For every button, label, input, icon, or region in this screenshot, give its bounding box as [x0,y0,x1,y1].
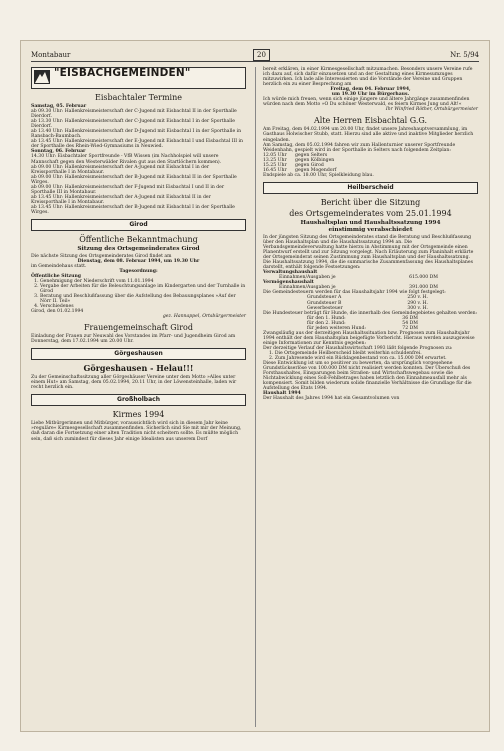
bericht-title-line2: des Ortsgemeinderates vom 25.01.1994 [289,208,452,218]
schedule-opponent: gegen Kölbingen [295,157,335,163]
kirmes-continued: bereit erklären, in einer Kirmesgesellschaft mitzumachen. Besonders unsere Vereine rufe ich dazu auf, sich dafür einzusetzen und an der Gestaltung eines Kirmesumzuges mitzuwirken. Ich lade alle Interessierten und die Vorstände der Vereine und Gruppen herzlich ein zu einer Besprechung am [263,67,473,88]
right-column [263,67,478,401]
bericht-title: Bericht über die Sitzung [320,197,421,207]
meeting-line: Freitag, dem 04. Februar 1994, [330,87,411,93]
goergeshausen-text: Zu der Gemeinschaftssitzung aller Görgeshäuser Vereine unter dem Motto »Alles unter einem Hut« am Samstag, dem 05.02.1994, 20.11 Uhr, in der Löwensteinhalle, laden wir recht herzlich ein. [31,375,237,391]
column-divider [255,67,256,727]
kirmes-outro: Ich würde mich freuen, wenn sich einige jüngere und ältere Jahrgänge zusammenfinden würden nach dem Motto »O Du schöner Westerwald, es feiern Kirmes Jung und Alt!« [263,97,470,108]
termine-title: Eisbachtaler Termine [95,93,182,102]
frauen-title: Frauengemeinschaft Girod [83,323,193,333]
goergeshausen-title: Görgeshausen - Helau!!! [83,363,194,374]
tax-label: Grundsteuer B [307,300,342,306]
bericht-subtitle-line2: einstimmig verabschiedet [328,227,413,234]
dog-tax-value: 54 DM [402,320,418,326]
mountain-logo-icon [34,70,50,84]
tax-label: Grundsteuer A [307,295,342,301]
agenda-item: 3. Beratung und Beschlußfassung über die Aufstellung des Bebauungsplanes »Auf der Nörr II. Teil« [40,294,246,304]
budget-label: Einnahmen/Ausgaben je [279,285,336,291]
haushalt-1994-heading: Haushalt 1994 [263,391,301,397]
event-line: ab 09.00 Uhr: Hallenkreismeisterschaft der F-Jugend mit Eisbachtal I und II in der Sporthalle III in Montabaur. [31,184,225,195]
prognose-text: Zwangsläufig aus der derzeitigen Haushaltssituation bzw. Prognosen zum Haushaltsjahr 1994 enthält der dem Haushaltsplan beigefügte Vorbericht. Hieraus werden auszugsweise einige Informationen zur Kenntnis gegeben: [263,330,475,346]
left-column [31,67,246,442]
tax-value: 300 v. H. [407,305,428,311]
agenda-heading: Tagesordnung: [119,268,158,274]
heilberscheid-section-header: Heilberscheid [263,182,478,194]
agenda-list [31,279,246,309]
grossholbach-section-header: Großholbach [31,394,246,406]
verwaltungshaushalt-heading: Verwaltungshaushalt [263,270,318,276]
budget-label: Einnahmen/Ausgaben je [279,275,336,281]
agenda-item: 1. Genehmigung der Niederschrift vom 11.01.1994 [40,279,246,284]
prognose-item: 2. Zum Jahresende wird ein Rücklagenbestand von ca. 15.000 DM erwartet. [269,356,447,362]
vermoegenshaushalt-heading: Vermögenshaushalt [263,280,314,286]
agenda-item: 2. Vergabe der Arbeiten für die Beleuchtungsanlage im Kindergarten und der Turnhalle in Girod [40,284,246,294]
kirmes-text: Liebe Mitbürgerinnen und Mitbürger, voraussichtlich wird sich in diesem Jahr keine »reguläre« Kirmesgesellschaft zusammenfinden. Sicherlich sind Sie mit mir der Meinung, daß daran die Fortsetzung einer alten Tradition nicht scheitern sollte. Es müßte möglich sein, daß sich zumindest für dieses Jahr einige Idealisten aus unserem Dorf [31,421,242,442]
frauen-text: Einladung der Frauen zur Neuwahl des Vorstandes im Pfarr- und Jugendheim Girod am Donnerstag, dem 17.02.1994 um 20.00 Uhr. [31,334,236,345]
dog-tax-value: 72 DM [402,325,418,331]
bekanntmachung-text: Die nächste Sitzung des Ortsgemeinderates Girod findet am [31,253,172,259]
dog-tax-label: für den 1. Hund: [307,315,346,321]
dog-tax-label: für jeden weiteren Hund: [307,325,366,331]
banner-title: "EISBACHGEMEINDEN" [54,67,191,79]
schedule-time: 16.45 Uhr [263,167,287,173]
alte-herren-text: Am Samstag, dem 05.02.1994 fahren wir zum Hallenturnier unserer Sportfreunde Weidenhahn, gespielt wird in der Sporthalle in Selters nach folgendem Zeitplan: [263,142,456,153]
header-town: Montabaur [31,51,71,59]
samstag-heading: Samstag, 05. Februar [31,104,87,109]
schedule-time: 13.25 Uhr [263,157,287,163]
steuer-intro: Die Gemeindesteuern werden für das Haushaltsjahr 1994 wie folgt festgelegt: [263,290,446,296]
tax-label: Gewerbesteuer [307,305,343,311]
event-line: ab 13.30 Uhr: Hallenkreismeisterschaft der C-Jugend mit Eisbachtal I in der Sporthalle Dierdorf. [31,119,235,130]
budget-value: 615.000 DM [409,275,438,281]
bekanntmachung-title: Öffentliche Bekanntmachung [79,235,198,245]
bericht-text: In der jüngsten Sitzung des Ortsgemeinderates stand die Beratung und Beschlußfassung über den Haushaltsplan und die Haushaltssatzung 1994 an. Die Verbandsgemeindeverwaltung hatte hierzu in Abstimmung mit der Ortsgemeinde einen Planentwurf erstellt und zur Sitzung vorgelegt. Nach Erläuterung zum Planinhalt erklärte der Ortsgemeinderat seinen Zustimmung zum Haushaltsplan und der Haushaltssatzung. Die Haushaltssatzung 1994, die die summarische Zusammenfassung des Haushaltsplanes darstellt, enthält folgende Festsetzungen: [263,234,474,271]
schedule-time: 12.05 Uhr [263,152,287,158]
schedule-opponent: gegen Selters [295,152,328,158]
event-line: ab 13.45 Uhr: Hallenkreismeisterschaft der B-Jugend mit Eisbachtal I in der Sporthalle Wirges. [31,204,235,215]
event-line: ab 13.45 Uhr: Hallenkreismeisterschaft der E-Jugend mit Eisbachtal I und Eisbachtal III in der Sporthalle des Rhein-Wied-Gymnasiums in Neuwied. [31,139,243,150]
issue-number: Nr. 5/94 [450,51,479,59]
public-session-heading: Öffentliche Sitzung [31,273,81,279]
bekanntmachung-subtitle: Sitzung des Ortsgemeinderates Girod [77,246,200,253]
event-line: 14.30 Uhr: Eisbachtaler Sportfreunde - VfB Wissen (im Nachholspiel will unsere Mannschaft gegen den Westerwälder Rivalen gut aus den Startlöchern kommen). [31,154,222,165]
alte-herren-text: Am Freitag, dem 04.02.1994 um 20.00 Uhr, findet unsere Jahreshauptversammlung, im Gasthaus Holwischer Stubb, statt. Hierzu sind alle aktive und inaktive Mitglieder herzlich eingeladen. [263,127,474,143]
event-line: ab 09.30 Uhr: Hallenkreismeisterschaft der C-Jugend mit Eisbachtal II in der Sporthalle Dierdorf. [31,109,237,120]
tax-value: 290 v. H. [407,300,428,306]
prognose-item: 1. Die Ortsgemeinde Heilberscheid bleibt weiterhin schuldenfrei. [269,350,422,356]
goergeshausen-section-header: Görgeshausen [31,348,246,360]
agenda-item: 4. Verschiedenes [40,304,246,309]
bekanntmachung-text: im Gemeindehaus statt. [31,263,87,269]
schedule-time: 15.25 Uhr [263,162,287,168]
notice-date: Girod, den 01.02.1994 [31,309,84,315]
signature: Ihr Winfried Röther, Ortsbürgermeister [385,107,478,113]
schedule-opponent: gegen Girod [295,162,324,168]
tax-value: 250 v. H. [407,295,428,301]
sonntag-heading: Sonntag, 06. Februar [31,149,86,155]
verlauf-text: Der derzeitige Verlauf der Haushaltswirtschaft 1993 läßt folgende Prognosen zu: [263,345,453,351]
schedule-opponent: gegen Mogendorf [295,167,337,173]
haushalt-1994-text: Der Haushalt des Jahres 1994 hat ein Gesamtvolumen von [263,396,400,402]
dog-tax-value: 36 DM [402,315,418,321]
header-rule [31,61,479,62]
newspaper-page [20,40,490,732]
budget-value: 391.000 DM [409,285,438,291]
signature: gez. Hannappel, Ortsbürgermeister [162,314,246,320]
alte-herren-title: Alte Herren Eisbachtal G.G. [313,116,428,126]
event-line: ab 13.45 Uhr: Hallenkreismeisterschaft der A-Jugend mit Eisbachtal II in der Kreissporthalle I in Montabaur. [31,194,211,205]
event-line: ab 09.00 Uhr: Hallenkreismeisterschaft der B-Jugend mit Eisbachtal II in der Sporthalle Wirges. [31,174,237,185]
event-line: ab 13.40 Uhr: Hallenkreismeisterschaft der D-Jugend mit Eisbachtal I in der Sporthalle in Ransbach-Baumbach. [31,129,242,140]
page-number: 20 [253,49,270,61]
girod-section-header: Girod [31,219,246,231]
bericht-subtitle: Haushaltsplan und Haushaltssatzung 1994 [300,219,441,226]
page-header [31,49,479,63]
hundesteuer-intro: Die Hundesteuer beträgt für Hunde, die innerhalb des Gemeindegebietes gehalten werden: [263,310,478,316]
section-banner [31,67,246,89]
event-line: ab 09.00 Uhr: Hallenkreismeisterschaft der A-Jugend mit Eisbachtal I in der Kreissporthalle I in Montabaur. [31,164,210,175]
entwicklung-text: Diese Entwicklung ist um so positiver zu bewerten, da ursprünglich vorgesehene Grundstückserlöse von 100.000 DM nicht realisiert werden konnten. Der Überschuß des Forsthaushaltes, Einsparungen beim Straßen- und Wirtschaftswegebau sowie die Nichtabwicklung eines Soll-Fehlbetrages haben letztlich den Einnahmeausfall mehr als kompensiert. Somit bilden wiederum solide finanzielle Verhältnisse die Grundlage für die Aufstellung des Etats 1994. [263,361,472,392]
meeting-date: Dienstag, dem 08. Februar 1994, um 19.30 Uhr [77,258,200,264]
kirmes-title: Kirmes 1994 [112,410,165,420]
meeting-line: um 19.30 Uhr im Bürgerhaus. [331,92,410,98]
final-games-text: Endspiele ab ca. 18.00 Uhr, Spielkleidung blau. [263,172,374,178]
dog-tax-label: für den 2. Hund: [307,320,346,326]
